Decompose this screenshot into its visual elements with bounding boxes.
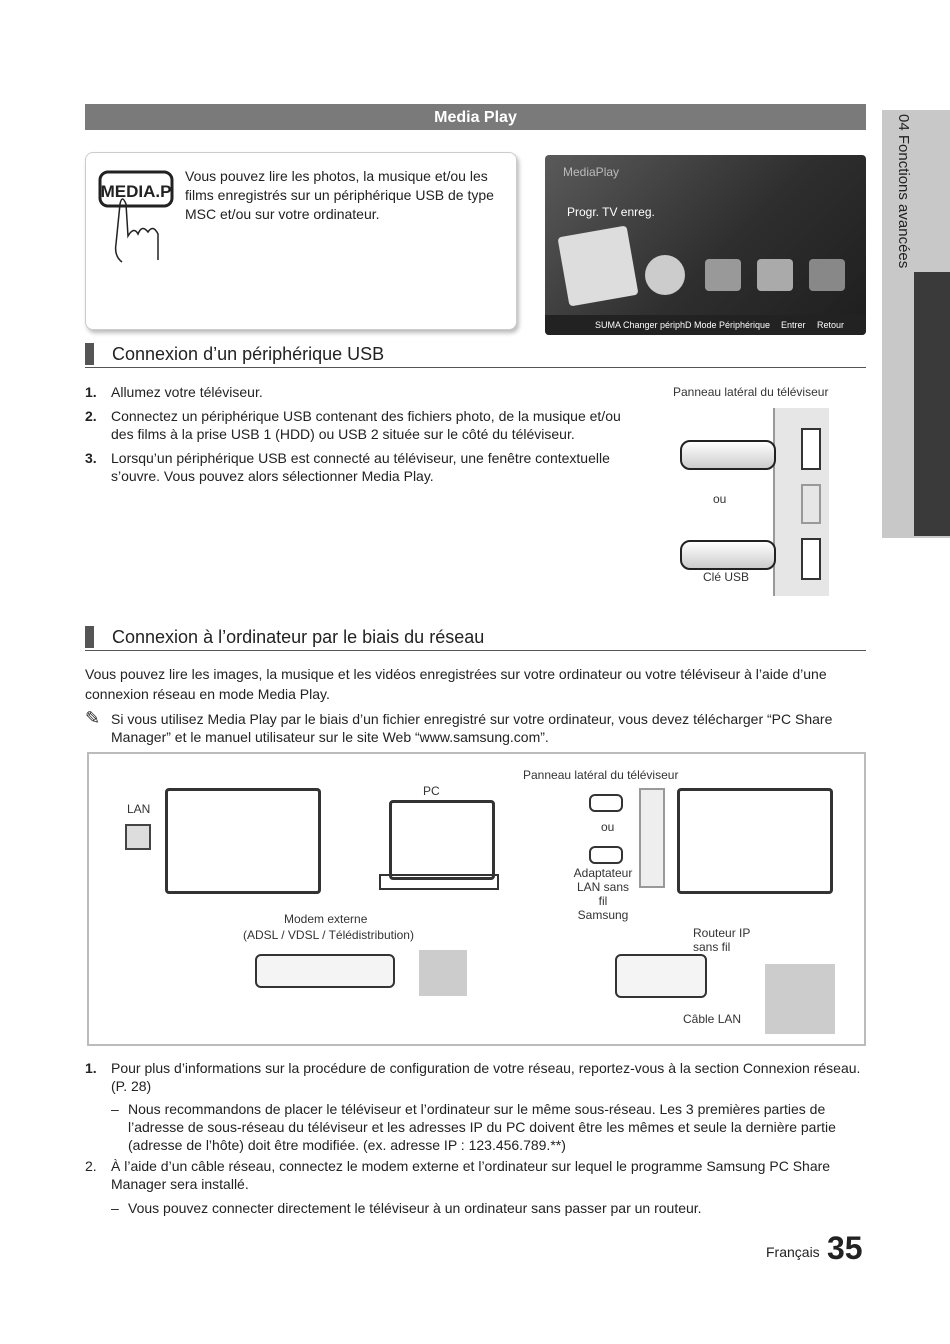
chapter-tab-label: 04 Fonctions avancées (895, 114, 912, 269)
screen-footer: SUM A Changer périph D Mode Périphérique Entrer Retour (545, 315, 866, 335)
footer-language: Français (766, 1244, 820, 1260)
recorded-tv-thumbnail (557, 225, 638, 306)
chapter-tab-marker (914, 272, 950, 536)
photos-icon (705, 259, 741, 291)
modem (255, 954, 395, 988)
divider (85, 367, 866, 368)
modem-sub-label: (ADSL / VDSL / Télédistribution) (243, 928, 414, 942)
laptop-base (379, 874, 499, 890)
settings-icon (809, 259, 845, 291)
network-diagram (87, 752, 866, 1046)
usb1-port (801, 538, 821, 580)
pc-label: PC (423, 784, 440, 798)
app-name: MediaPlay (563, 165, 620, 179)
lan-label: LAN (127, 802, 151, 816)
section-header: Media Play (85, 104, 866, 130)
adapter-label: Adaptateur LAN sans fil Samsung (573, 866, 633, 922)
info-text: Vous pouvez lire les photos, la musique et/ou les films enregistrés sur un périphérique USB de type MSC et/ou sur votre ordinateur. (185, 168, 494, 222)
or-label: ou (601, 820, 615, 834)
music-icon (757, 259, 793, 291)
wall-socket-right (765, 964, 835, 1034)
media-p-label: MEDIA.P (100, 182, 172, 201)
section-title-usb: Connexion d’un périphérique USB (85, 343, 384, 365)
lan-port-icon (125, 824, 151, 850)
tv-side-panel-small (639, 788, 665, 888)
fig-or: ou (713, 492, 727, 506)
divider (85, 650, 866, 651)
page-number: 35 (827, 1230, 863, 1266)
hdmi-port (801, 484, 821, 524)
cable-label: Câble LAN (683, 1012, 742, 1026)
tv-left (165, 788, 321, 894)
videos-icon (645, 255, 685, 295)
section-title-network: Connexion à l’ordinateur par le biais du réseau (85, 626, 484, 648)
fig-key-label: Clé USB (703, 570, 750, 584)
usb2-port (801, 428, 821, 470)
remote-button-illustration (98, 164, 178, 264)
usb-steps: 1. Allumez votre téléviseur. 2. Connectez un périphérique USB contenant des fichiers photo, de la musique et/ou des films à la prise USB 1 (HDD) ou USB 2 située sur le côté du téléviseur. 3. Lorsqu’un périphérique USB est connecté au téléviseur, une fenêtre contextuelle s’ouvre. Vous pouvez alors sélectionner Media Play. (85, 384, 621, 484)
mediaplay-screen (545, 155, 866, 335)
usb-key-2 (680, 540, 776, 570)
wifi-key-2 (589, 846, 623, 864)
panel-label: Panneau latéral du téléviseur (523, 768, 679, 782)
laptop (389, 800, 495, 880)
tv-side-panel (773, 408, 829, 596)
router (615, 954, 707, 998)
modem-label: Modem externe (284, 912, 368, 926)
router-label: Routeur IP sans fil (693, 926, 751, 954)
wall-socket-left (419, 950, 467, 996)
menu-item-label: Progr. TV enreg. (567, 205, 655, 219)
note-icon: ✎ (85, 708, 101, 728)
wifi-key-1 (589, 794, 623, 812)
usb-key-1 (680, 440, 776, 470)
fig-panel-label: Panneau latéral du téléviseur (673, 385, 829, 399)
network-intro: Vous pouvez lire les images, la musique et les vidéos enregistrées sur votre ordinateur ou votre téléviseur à l’aide d’une connexion réseau en mode Media Play. (85, 666, 827, 702)
network-note: Si vous utilisez Media Play par le biais d’un fichier enregistré sur votre ordinateur, vous devez télécharger “PC Share Manager” et le manuel utilisateur sur le site Web “www.samsung.com”. (111, 711, 833, 745)
network-steps: 1. Pour plus d’informations sur la procédure de configuration de votre réseau, reportez-vous à la section Connexion réseau. (P. 28) – Nous recommandons de placer le téléviseur et l’ordinateur sur le même sous-réseau. Les 3 premières parties de l’adresse de sous-réseau du téléviseur et les adresses IP du PC doivent être les mêmes et seule la dernière partie (adresse de l’hôte) doit être modifiée. (ex. adresse IP : 123.456.789.**) 2. À l’aide d’un câble réseau, connectez le modem externe et l’ordinateur sur lequel le programme Samsung PC Share Manager sera installé. – Vous pouvez connecter directement le téléviseur à un ordinateur sans passer par un routeur. (85, 1060, 861, 1216)
tv-right (677, 788, 833, 894)
